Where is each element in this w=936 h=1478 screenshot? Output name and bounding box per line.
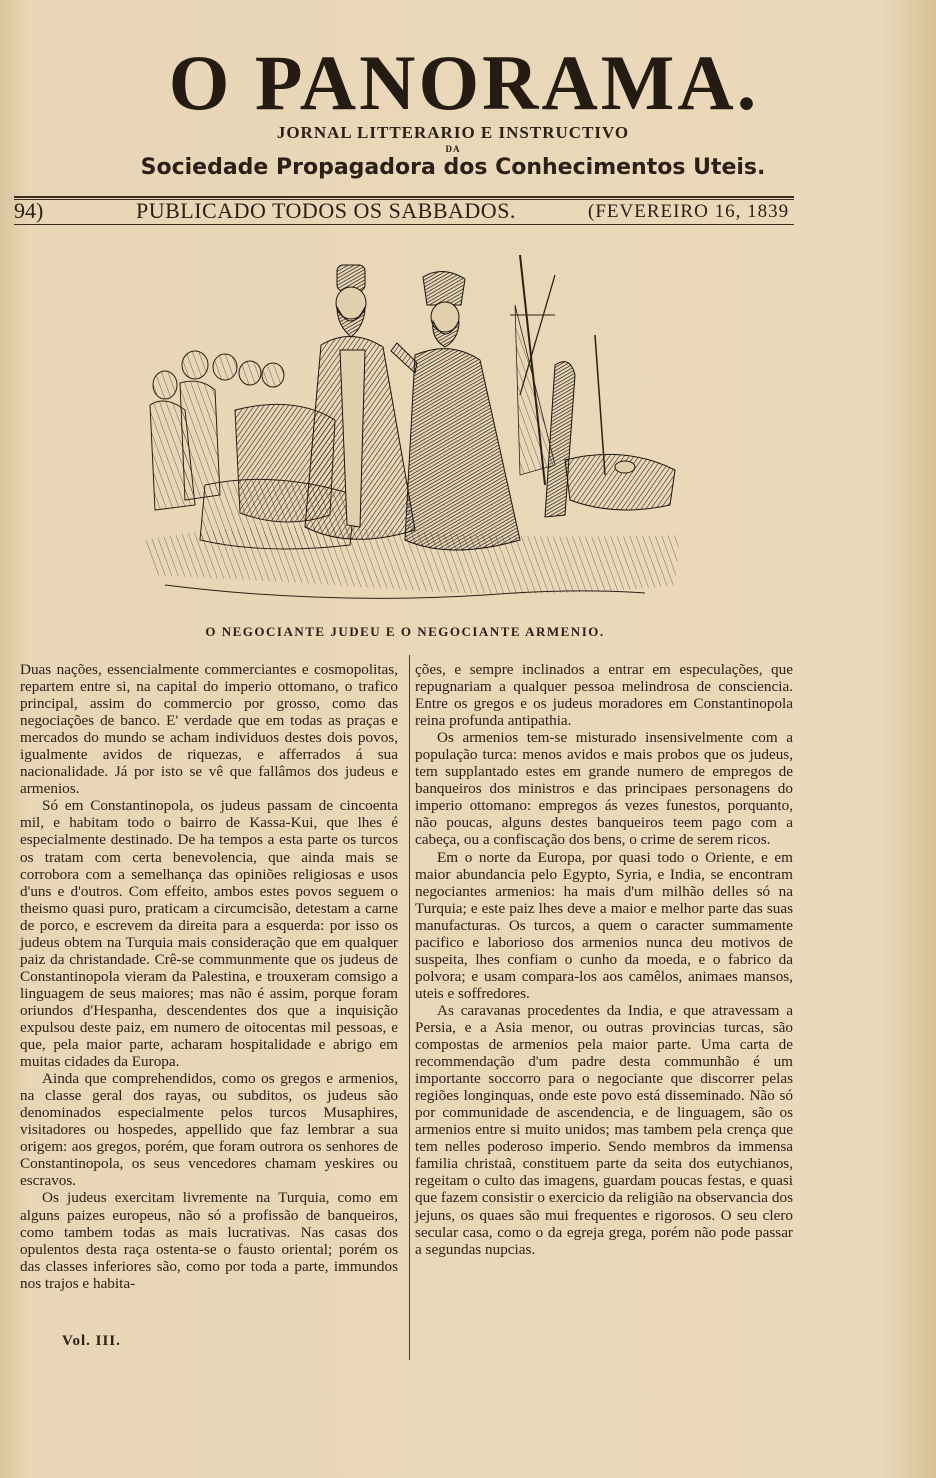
paragraph: Os judeus exercitam livremente na Turquia, como em alguns paizes europeus, não só a profissão de banqueiros, como tambem todas as mais lucrativas. Nas casas dos opulentos desta raça ostenta-se o fausto oriental; porém os das classes inferiores são, como por toda a parte, immundos nos trajos e habita- <box>20 1189 398 1292</box>
paragraph: ções, e sempre inclinados a entrar em especulações, que repugnariam a qualquer pessoa melindrosa de consciencia. Entre os gregos e os judeus moradores em Constantinopola reina profunda antipathia. <box>415 661 793 730</box>
masthead <box>0 39 936 182</box>
left-column <box>20 661 398 1292</box>
paragraph: Os armenios tem-se misturado insensivelmente com a população turca: menos avidos e mais probos que os judeus, tem supplantado estes em grande numero de empregos de banqueiros dos ministros e das principaes personagens do imperio ottomano: empregos ás vezes funestos, porquanto, não poucas, alguns destes banqueiros teem pago com a cabeça, ou a confiscação dos bens, o crime de serem ricos. <box>415 729 793 849</box>
publication-frequency: PUBLICADO TODOS OS SABBADOS. <box>136 198 516 223</box>
column-divider <box>409 655 410 1360</box>
paragraph: Duas nações, essencialmente commerciantes e cosmopolitas, repartem entre si, na capital do imperio ottomano, o trafico principal, assim do commercio por grosso, como das negociações de banco. E' verdade que em todas as praças e mercados do mundo se acham individuos destes dois povos, igualmente avidos de riquezas, e afferrados á sua nacionalidade. Já por isto se vê que fallâmos dos judeus e armenios. <box>20 661 398 798</box>
paragraph: Ainda que comprehendidos, como os gregos e armenios, na classe geral dos rayas, ou subditos, os judeus são denominados especialmente pelos turcos Musaphires, visitadores ou hospedes, appellido que faz lembrar a sua origem: aos gregos, porém, que foram outrora os senhores de Constantinopola, os seus vencedores chamam yeskires ou escravos. <box>20 1070 398 1190</box>
illustration-caption: O NEGOCIANTE JUDEU E O NEGOCIANTE ARMENIO. <box>205 624 605 639</box>
newspaper-subtitle: JORNAL LITTERARIO E INSTRUCTIVO <box>276 123 630 142</box>
right-column <box>415 661 793 1258</box>
subtitle-connector: DA <box>445 144 461 154</box>
paragraph: Só em Constantinopola, os judeus passam de cincoenta mil, e habitam todo o bairro de Kassa-Kui, que lhes é especialmente destinado. De ha tempos a esta parte os turcos os tratam com certa benevolencia, que ainda mais se corrobora com a semelhança das opiniões religiosas e usos d'uns e d'outros. Com effeito, ambos estes povos seguem o theismo quasi puro, praticam a circumcisão, detestam a carne de porco, e escrevem da direita para a esquerda: por isso os judeus obtem na Turquia mais consideração que em qualquer paiz da christandade. Crê-se communmente que os judeus de Constantinopola vieram da Palestina, e trouxeram comsigo a linguagem de seus maiores; mas não é assim, porque foram oriundos d'Hespanha, descendentes dos que a inquisição expulsou deste paiz, em numero de oitocentas mil pessoas, e que, pela maior parte, acharam hospitalidade e abrigo em muitas cidades da Europa. <box>20 797 398 1071</box>
paragraph: Em o norte da Europa, por quasi todo o Oriente, e em maior abundancia pelo Egypto, Syria, e India, se encontram negociantes armenios: ha mais d'um milhão delles só na Turquia; e este paiz lhes deve a maior e melhor parte das suas manufacturas. Os turcos, a quem o caracter summamente pacifico e laborioso dos armenios nunca deu motivos de suspeita, lhes confiam o cunho da moeda, e o fabrico da polvora; e usam compara-los aos camêlos, animaes mansos, uteis e soffredores. <box>415 848 793 1002</box>
newspaper-title: O PANORAMA. <box>168 39 760 126</box>
issue-date: (FEVEREIRO 16, 1839 <box>588 201 790 222</box>
volume-signature: Vol. III. <box>62 1333 121 1349</box>
bottom-rule <box>14 224 794 225</box>
society-name: Sociedade Propagadora dos Conhecimentos Uteis. <box>140 155 766 180</box>
engraving-two-merchants-icon <box>125 255 685 610</box>
issue-number: 94) <box>14 198 44 223</box>
paragraph: As caravanas procedentes da India, e que atravessam a Persia, e a Asia menor, ou outras provincias turcas, são compostas de armenios pela maior parte. Uma carta de recommendação d'um padre desta communhão é um importante soccorro para o negociante que discorrer pelas regiões longinquas, onde este povo está disseminado. Não só por communidade de ascendencia, e de linguagem, são os armenios entre si muito unidos; mas tambem pela crença que tem nelles poderoso imperio. Sendo membros da immensa familia christaã, constituem parte da seita dos eutychianos, regeitam o culto das imagens, guardam poucas festas, e quasi que fazem consistir o exercicio da religião na observancia dos jejuns, os quaes são mui frequentes e rigorosos. O seu clero secular casa, como o da egreja grega, porém não pode passar a segundas nupcias. <box>415 1001 793 1258</box>
dateline <box>14 199 794 223</box>
